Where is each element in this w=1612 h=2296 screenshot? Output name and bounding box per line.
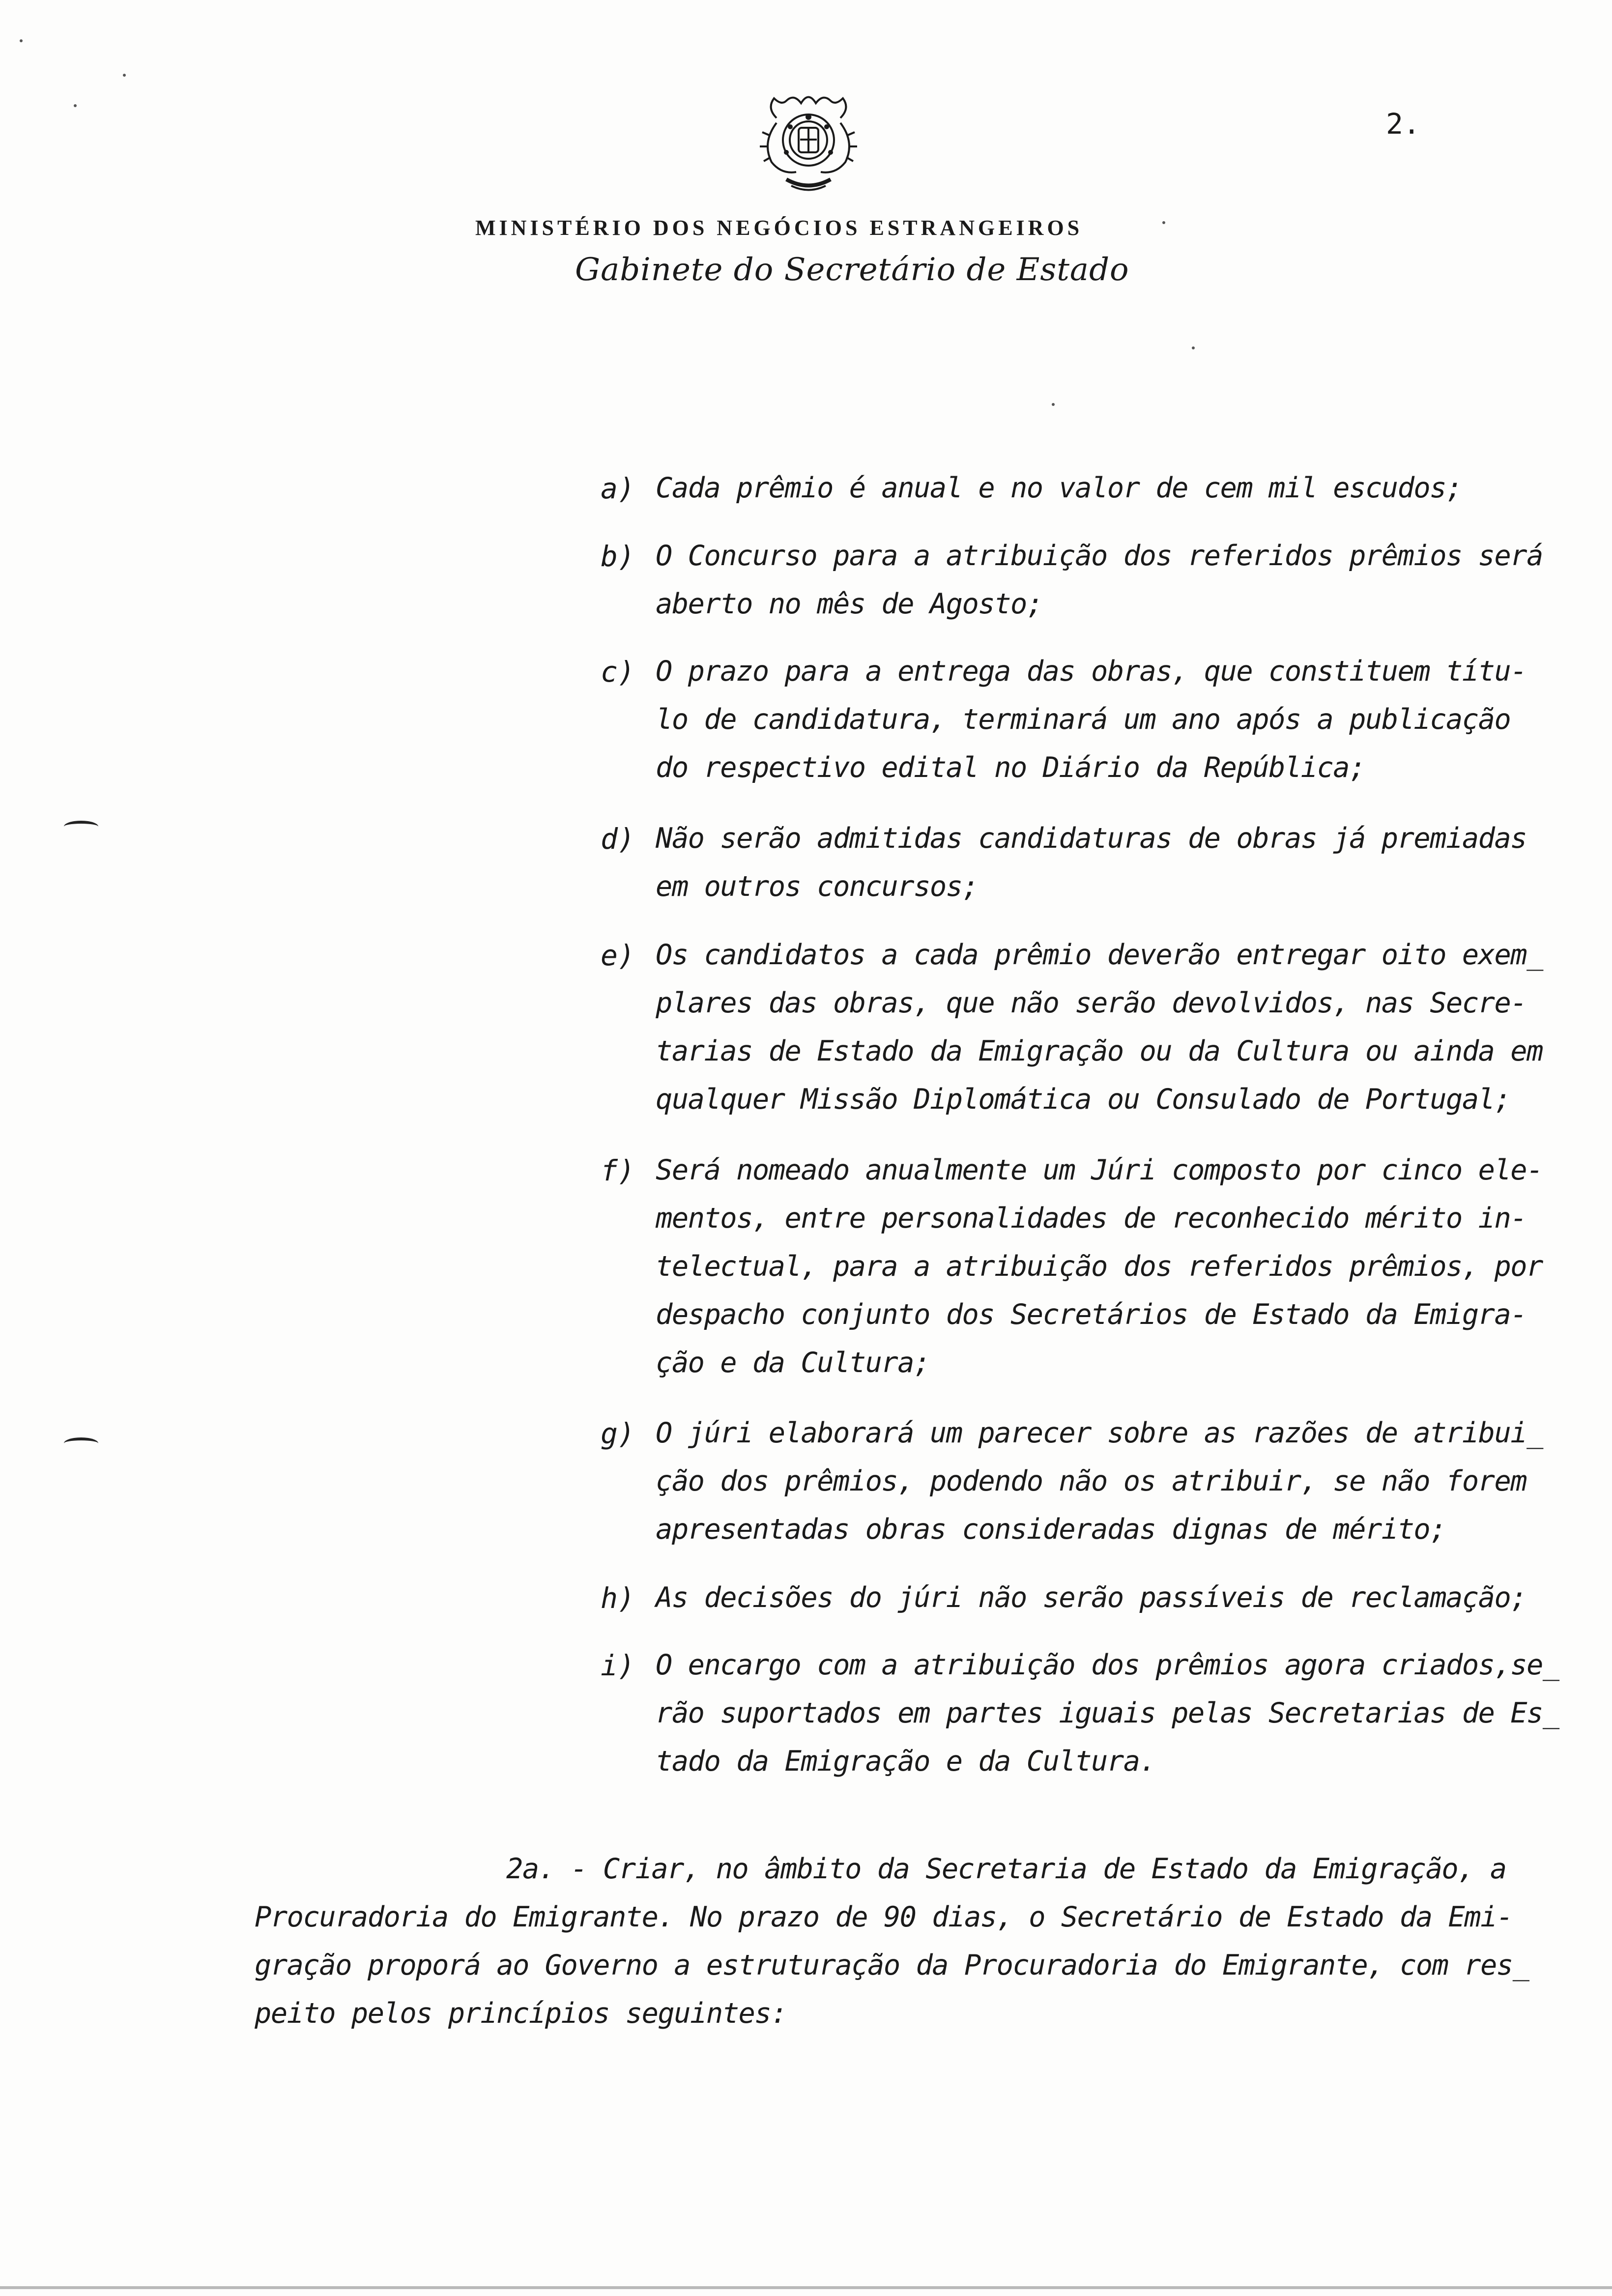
item-line: O Concurso para a atribuição dos referidos prêmios será <box>656 540 1543 572</box>
scan-speck <box>1162 221 1165 224</box>
ministry-heading: MINISTÉRIO DOS NEGÓCIOS ESTRANGEIROS <box>475 216 1083 240</box>
scan-edge <box>0 2286 1612 2289</box>
item-line: do respectivo edital no Diário da República; <box>656 751 1365 784</box>
scan-speck <box>74 104 77 107</box>
scan-speck <box>123 74 126 77</box>
scan-speck <box>20 39 23 42</box>
item-line: ção dos prêmios, podendo não os atribuir, se não forem <box>656 1465 1527 1497</box>
item-line: qualquer Missão Diplomática ou Consulado de Portugal; <box>656 1083 1511 1116</box>
scan-speck <box>1052 403 1055 406</box>
margin-mark <box>64 1437 98 1449</box>
item-line: O prazo para a entrega das obras, que constituem títu- <box>656 655 1527 688</box>
item-letter: i) <box>601 1649 635 1682</box>
item-line: mentos, entre personalidades de reconhecido mérito in- <box>656 1202 1527 1234</box>
cabinet-subheading: Gabinete do Secretário de Estado <box>575 252 1129 288</box>
item-line: em outros concursos; <box>656 870 979 903</box>
item-letter: f) <box>601 1154 635 1187</box>
item-letter: g) <box>601 1417 635 1450</box>
item-letter: d) <box>601 822 635 856</box>
item-line: Cada prêmio é anual e no valor de cem mil escudos; <box>656 472 1462 504</box>
item-letter: b) <box>601 540 635 573</box>
item-letter: e) <box>601 939 635 972</box>
item-line: Não serão admitidas candidaturas de obras já premiadas <box>656 822 1527 855</box>
item-letter: a) <box>601 472 635 505</box>
item-line: As decisões do júri não serão passíveis de reclamação; <box>656 1581 1527 1614</box>
paragraph-line: 2a. - Criar, no âmbito da Secretaria de Estado da Emigração, a <box>506 1853 1506 1885</box>
item-letter: c) <box>601 655 635 689</box>
item-line: Os candidatos a cada prêmio deverão entregar oito exem_ <box>656 939 1543 971</box>
item-line: rão suportados em partes iguais pelas Secretarias de Es_ <box>656 1697 1559 1729</box>
item-line: telectual, para a atribuição dos referidos prêmios, por <box>656 1250 1543 1283</box>
item-line: tarias de Estado da Emigração ou da Cultura ou ainda em <box>656 1035 1543 1067</box>
item-line: tado da Emigração e da Cultura. <box>656 1745 1156 1778</box>
item-line: O encargo com a atribuição dos prêmios agora criados,se_ <box>656 1649 1559 1681</box>
paragraph-line: peito pelos princípios seguintes: <box>255 1997 787 2030</box>
item-line: ção e da Cultura; <box>656 1347 930 1379</box>
scan-speck <box>1192 346 1195 349</box>
item-line: despacho conjunto dos Secretários de Estado da Emigra- <box>656 1298 1527 1331</box>
paragraph-line: Procuradoria do Emigrante. No prazo de 90 dias, o Secretário de Estado da Emi- <box>255 1901 1513 1933</box>
paragraph-line: gração proporá ao Governo a estruturação da Procuradoria do Emigrante, com res_ <box>255 1949 1529 1981</box>
item-line: Será nomeado anualmente um Júri composto por cinco ele- <box>656 1154 1543 1186</box>
item-line: O júri elaborará um parecer sobre as razões de atribui_ <box>656 1417 1543 1449</box>
item-line: plares das obras, que não serão devolvidos, nas Secre- <box>656 987 1527 1019</box>
margin-mark <box>64 821 98 832</box>
item-line: aberto no mês de Agosto; <box>656 588 1043 620</box>
item-line: lo de candidatura, terminará um ano após a publicação <box>656 703 1511 736</box>
coat-of-arms-emblem <box>747 88 870 197</box>
item-letter: h) <box>601 1581 635 1615</box>
item-line: apresentadas obras consideradas dignas de mérito; <box>656 1513 1446 1546</box>
page-number: 2. <box>1386 107 1420 141</box>
